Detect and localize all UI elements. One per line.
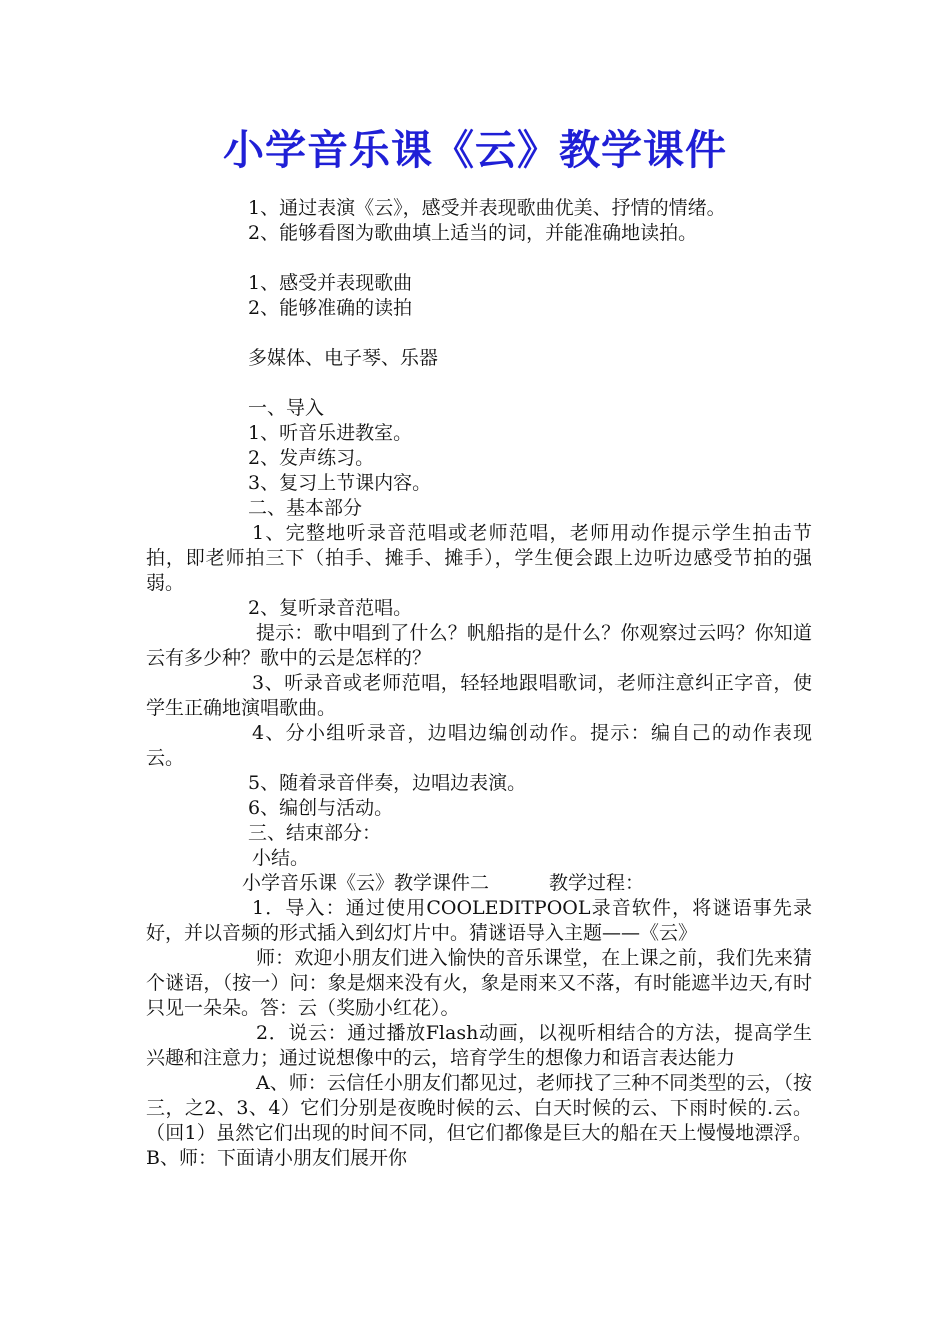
intro-item-1: 1、听音乐进教室。 <box>248 422 413 444</box>
part2-title: 小学音乐课《云》教学课件二 <box>242 872 490 894</box>
part2-heading-line <box>146 871 812 896</box>
basic-step-3: 3、听录音或老师范唱，轻轻地跟唱歌词，老师注意纠正字音，使学生正确地演唱歌曲。 <box>146 672 812 719</box>
part2-teacher-1: 师：欢迎小朋友们进入愉快的音乐课堂，在上课之前，我们先来猜个谜语，（按一）问：象是烟来没有火，象是雨来又不落，有时能遮半边天,有时只见一朵朵。答：云（奖励小红花）。 <box>146 947 812 1019</box>
basic-step-6: 6、编创与活动。 <box>248 797 394 819</box>
spacer <box>146 321 812 346</box>
part2-teacher-2: A、师：云信任小朋友们都见过，老师找了三种不同类型的云，（按三，之2、3、4）它们分别是夜晚时候的云、白天时候的云、下雨时候的.云。（回1）虽然它们出现的时间不同，但它们都像是巨大的船在天上慢慢地漂浮。B、师：下面请小朋友们展开你 <box>146 1072 812 1169</box>
summary: 小结。 <box>252 847 310 869</box>
basic-step-4: 4、分小组听录音，边唱边编创动作。提示：编自己的动作表现云。 <box>146 722 812 769</box>
page-title: 小学音乐课《云》教学课件 <box>223 126 727 174</box>
key-point-1: 1、感受并表现歌曲 <box>248 272 413 294</box>
part2-process-label: 教学过程： <box>549 872 645 894</box>
spacer <box>146 246 812 271</box>
materials: 多媒体、电子琴、乐器 <box>248 347 439 369</box>
part2-step-2: 2．说云：通过播放Flash动画，以视听相结合的方法，提高学生兴趣和注意力；通过说想像中的云，培育学生的想像力和语言表达能力 <box>146 1022 812 1069</box>
basic-step-2: 2、复听录音范唱。 <box>248 597 413 619</box>
basic-heading: 二、基本部分 <box>248 497 363 519</box>
part2-step-1: 1．导入：通过使用COOLEDITPOOL录音软件，将谜语事先录好，并以音频的形式插入到幻灯片中。猜谜语导入主题——《云》 <box>146 897 812 944</box>
hint-paragraph: 提示：歌中唱到了什么？帆船指的是什么？你观察过云吗？你知道云有多少种？歌中的云是怎样的？ <box>146 622 812 669</box>
end-heading: 三、结束部分： <box>248 822 382 844</box>
goal-2: 2、能够看图为歌曲填上适当的词，并能准确地读拍。 <box>248 222 698 244</box>
basic-step-1: 1、完整地听录音范唱或老师范唱，老师用动作提示学生拍击节拍，即老师拍三下（拍手、摊手、摊手），学生便会跟上边听边感受节拍的强弱。 <box>146 522 812 594</box>
intro-item-3: 3、复习上节课内容。 <box>248 472 432 494</box>
goal-1: 1、通过表演《云》，感受并表现歌曲优美、抒情的情绪。 <box>248 197 726 219</box>
spacer <box>146 371 812 396</box>
intro-heading: 一、导入 <box>248 397 325 419</box>
intro-item-2: 2、发声练习。 <box>248 447 375 469</box>
key-point-2: 2、能够准确的读拍 <box>248 297 413 319</box>
basic-step-5: 5、随着录音伴奏，边唱边表演。 <box>248 772 527 794</box>
document-body <box>146 196 812 1171</box>
